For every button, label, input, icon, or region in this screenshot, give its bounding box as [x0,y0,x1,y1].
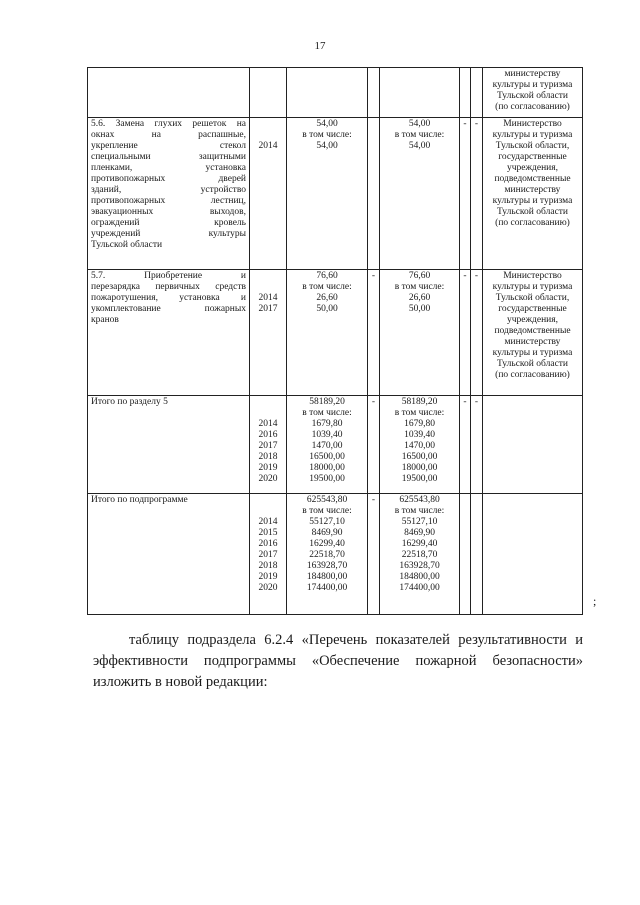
year-cell [250,270,287,396]
table-body [88,68,583,615]
dash-cell [471,494,483,615]
amount-value: 22518,70 [401,550,438,560]
responsible-line: культуры и туризма [492,282,573,292]
amount-value: 54,00 [408,119,431,129]
responsible-line: культуры и туризма [492,196,573,206]
total-value: 625543,80 [306,495,348,505]
year-value [253,397,283,408]
responsible-line: (по согласованию) [495,218,570,228]
responsible-line: министерству [504,185,561,195]
amount-value: 55127,10 [401,517,438,527]
amount-value: 16500,00 [401,452,438,462]
dash-cell [368,118,380,270]
year-value: 2015 [258,528,278,538]
responsible-cell [483,494,583,615]
amount-value: 58189,20 [401,397,438,407]
amount-cell [380,494,460,615]
instruction-line: изложить в новой редакции: [93,674,268,690]
year-value [253,282,283,293]
amount-value: в том числе: [394,408,445,418]
total-value: 18000,00 [309,463,345,473]
responsible-line: (по согласованию) [495,102,570,112]
year-value: 2016 [258,430,278,440]
dash-value: - [474,397,479,407]
responsible-line [486,397,579,408]
year-value: 2014 [258,517,278,527]
responsible-line: Министерство [503,271,562,281]
table-row [88,118,583,270]
year-value: 2018 [258,561,278,571]
responsible-line: учреждения, [506,163,559,173]
name-cell [88,494,250,615]
total-value: 58189,20 [309,397,345,407]
year-value: 2016 [258,539,278,549]
amount-value: в том числе: [394,282,445,292]
amount-value: 18000,00 [401,463,438,473]
table-row [88,396,583,494]
dash-value [371,119,376,130]
responsible-line: Тульской области [496,207,569,217]
responsible-line: учреждения, [506,315,559,325]
amount-value: в том числе: [394,130,445,140]
dash-cell [471,270,483,396]
name-cell [88,68,250,118]
amount-value: 1679,80 [404,419,435,429]
amount-cell [380,396,460,494]
responsible-line: министерству [504,337,561,347]
total-value: 22518,70 [309,550,345,560]
amount-value: 1039,40 [404,430,435,440]
year-value [253,506,283,517]
responsible-cell [483,270,583,396]
year-value: 2019 [258,463,278,473]
amount-value: 26,60 [408,293,431,303]
total-value: 54,00 [316,119,338,129]
dash-value: - [463,119,467,129]
name-line: учреждений культуры [91,229,246,239]
year-value: 2019 [258,572,278,582]
name-line: пленками, установка [91,163,246,173]
year-value: 2018 [258,452,278,462]
amount-value: 54,00 [408,141,431,151]
total-value: 163928,70 [306,561,348,571]
dash-cell [368,494,380,615]
year-value: 2017 [258,441,278,451]
year-value [253,130,283,141]
name-line: 5.7. Приобретение и [91,271,246,281]
amount-value: 625543,80 [399,495,440,505]
responsible-line: Министерство [503,119,562,129]
year-value: 2017 [258,550,278,560]
name-line: Итого по подпрограмме [91,495,188,505]
total-cell [287,270,368,396]
total-value: в том числе: [302,130,352,140]
year-value: 2014 [258,419,278,429]
table-row [88,270,583,396]
page-number: 17 [314,40,326,52]
name-line: кранов [91,315,119,325]
total-value: 54,00 [316,141,338,151]
amount-value: 50,00 [408,304,431,314]
responsible-line: (по согласованию) [495,370,570,380]
total-cell [287,118,368,270]
name-line: Тульской области [91,240,163,250]
responsible-line: государственные [498,152,567,162]
dash-value: - [474,119,479,129]
dash-value [474,495,479,506]
name-line: ограждений кровель [91,218,246,228]
responsible-line: культуры и туризма [492,130,573,140]
dash-cell [460,494,471,615]
instruction-line: таблицу подраздела 6.2.4 «Перечень показателей результативности и [129,632,583,648]
total-cell [287,396,368,494]
responsible-line: Тульской области [496,91,569,101]
dash-cell [460,68,471,118]
total-value: 50,00 [316,304,338,314]
year-cell [250,396,287,494]
year-cell [250,68,287,118]
responsible-cell [483,396,583,494]
dash-cell [471,396,483,494]
dash-value: - [463,397,467,407]
amount-value: 1470,00 [404,441,435,451]
name-line: перезарядка первичных средств [91,282,246,292]
table-row [88,494,583,615]
dash-cell [368,270,380,396]
trailing-semicolon: ; [593,594,597,608]
amount-cell [380,68,460,118]
continuation-row [88,68,583,118]
responsible-cell [483,118,583,270]
name-cell [88,396,250,494]
amount-cell [380,270,460,396]
year-value [253,495,283,506]
responsible-cell [483,68,583,118]
name-line: пожаротушения, установка и [91,293,246,303]
year-value: 2014 [258,293,278,303]
name-line: эвакуационных выходов, [91,207,246,217]
total-value: 1039,40 [311,430,343,440]
dash-cell [460,118,471,270]
total-value: 19500,00 [309,474,345,484]
year-cell [250,118,287,270]
total-value: в том числе: [302,506,352,516]
total-value: 76,60 [316,271,338,281]
responsible-line [486,495,579,506]
year-value [253,408,283,419]
amount-value: 76,60 [408,271,431,281]
amount-value: 8469,90 [404,528,435,538]
responsible-line: культуры и туризма [492,348,573,358]
name-line: укрепление стекол [91,141,246,151]
name-line: зданий, устройство [91,185,246,195]
responsible-line: культуры и туризма [492,80,573,90]
name-cell [88,118,250,270]
amount-value: 184800,00 [399,572,440,582]
dash-value: - [371,495,376,505]
year-value: 2017 [258,304,278,314]
amount-value: 16299,40 [401,539,438,549]
year-value: 2020 [258,583,278,593]
total-value: 174400,00 [306,583,348,593]
total-cell [287,68,368,118]
total-cell [287,494,368,615]
name-line: укомплектование пожарных [91,304,246,314]
name-cell [88,270,250,396]
amount-value: 174400,00 [399,583,440,593]
dash-value: - [371,397,376,407]
dash-cell [471,118,483,270]
dash-value: - [463,271,467,281]
responsible-line: министерству [504,69,561,79]
name-line: окнах на распашные, [91,130,246,140]
dash-cell [471,68,483,118]
total-value: 16500,00 [309,452,345,462]
total-value: 1470,00 [311,441,343,451]
total-value: 16299,40 [309,539,345,549]
year-value [253,271,283,282]
name-line: Итого по разделу 5 [91,397,168,407]
name-line: 5.6. Замена глухих решеток на [91,119,246,129]
total-value: 26,60 [316,293,338,303]
total-value: 184800,00 [306,572,348,582]
total-value: 8469,90 [311,528,343,538]
year-value [253,119,283,130]
instruction-paragraph [93,630,583,693]
dash-value [463,495,467,506]
dash-cell [460,270,471,396]
total-value: в том числе: [302,282,352,292]
year-value: 2020 [258,474,278,484]
amount-value: 19500,00 [401,474,438,484]
name-line: специальными защитными [91,152,246,162]
name-line: противопожарных дверей [91,174,246,184]
total-value: 55127,10 [309,517,345,527]
responsible-line: Тульской области [496,359,569,369]
dash-value: - [371,271,376,281]
dash-cell [460,396,471,494]
amount-cell [380,118,460,270]
subprogram-budget-table [87,67,583,615]
total-value: 1679,80 [311,419,343,429]
responsible-line: подведомственные [494,174,571,184]
amount-value: в том числе: [394,506,445,516]
responsible-line: подведомственные [494,326,571,336]
amount-value: 163928,70 [399,561,440,571]
year-cell [250,494,287,615]
total-value: в том числе: [302,408,352,418]
responsible-line: Тульской области, [495,141,570,151]
year-value: 2014 [258,141,278,151]
dash-cell [368,68,380,118]
dash-value: - [474,271,479,281]
responsible-line: государственные [498,304,567,314]
responsible-line: Тульской области, [495,293,570,303]
instruction-line: эффективности подпрограммы «Обеспечение пожарной безопасности» [93,653,583,669]
dash-cell [368,396,380,494]
name-line: противопожарных лестниц, [91,196,246,206]
